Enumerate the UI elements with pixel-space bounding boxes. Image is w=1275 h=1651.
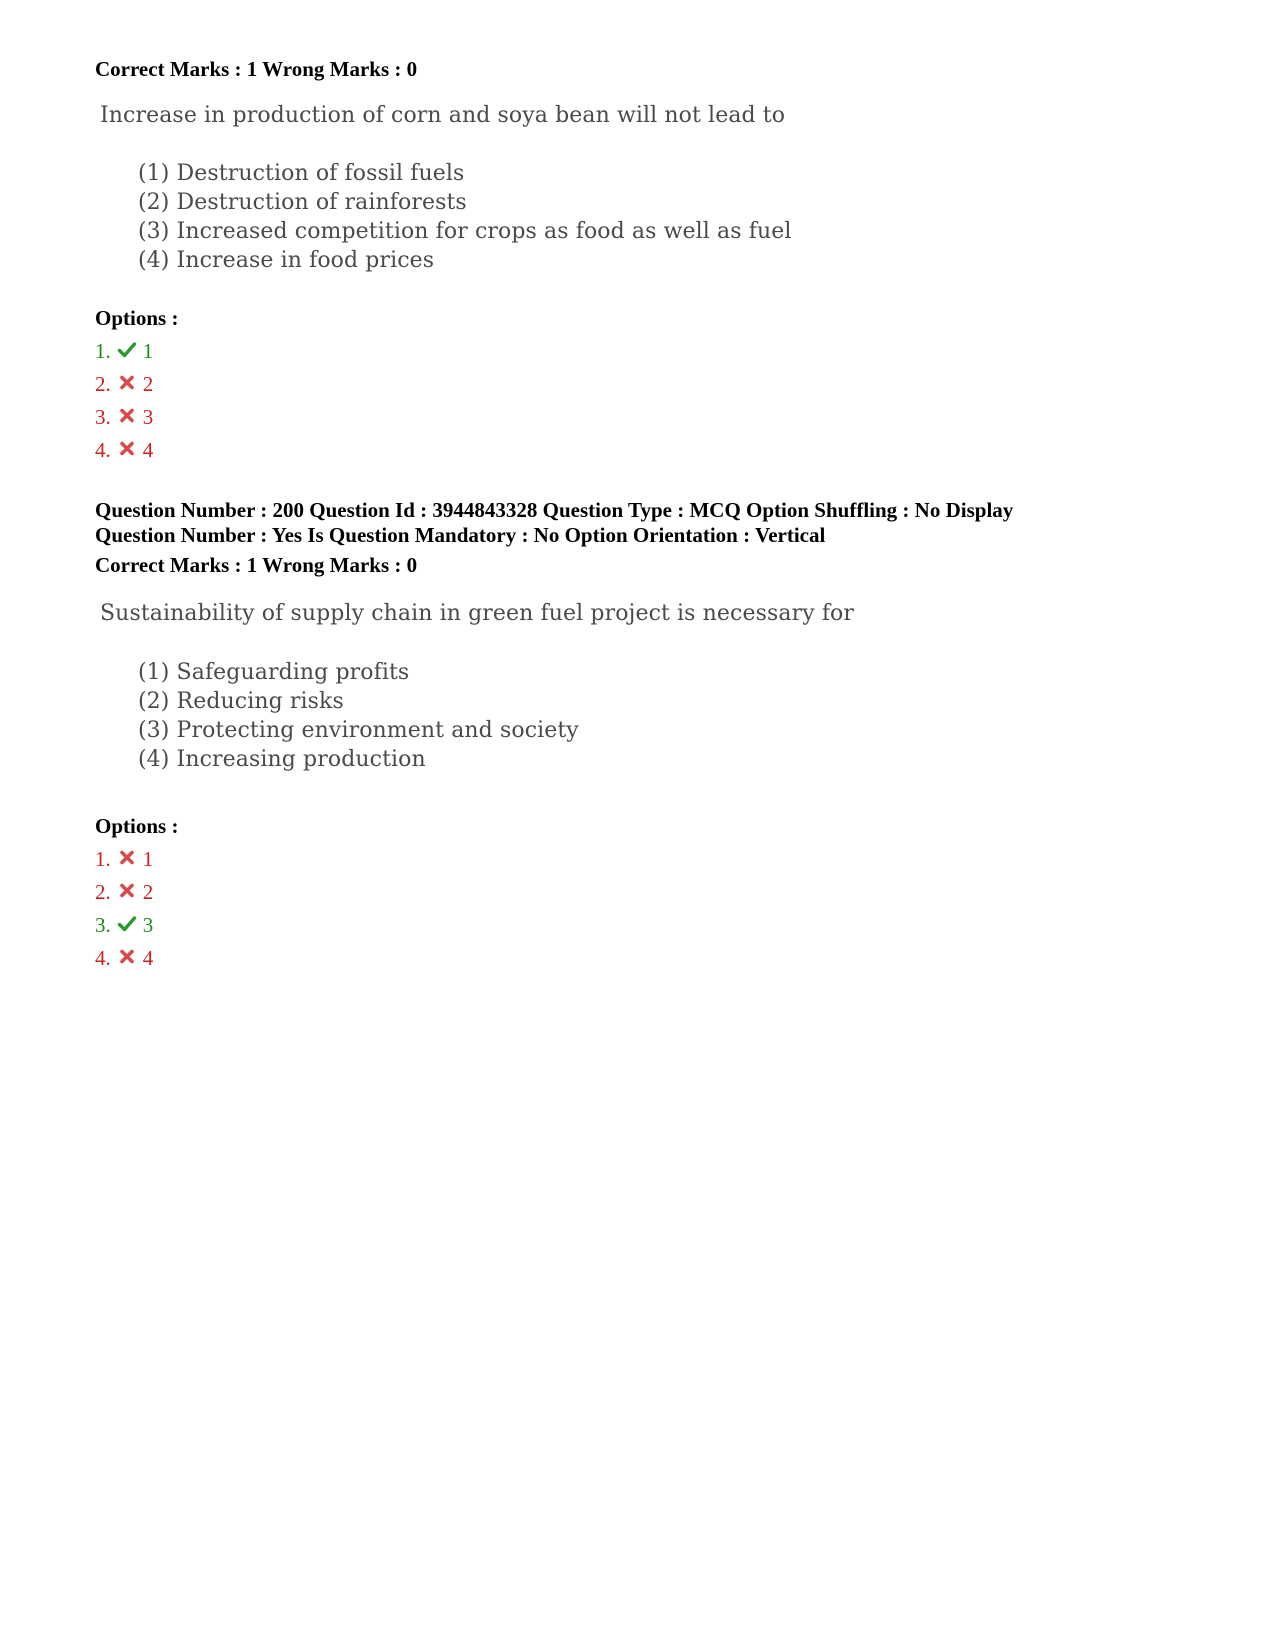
option-number: 4. <box>95 946 111 970</box>
option-value: 2 <box>142 880 154 904</box>
q200-option-1 <box>95 846 153 872</box>
option-value: 4 <box>142 946 154 970</box>
option-value: 3 <box>142 405 154 429</box>
q199-stem: Increase in production of corn and soya bean will not lead to <box>100 103 786 128</box>
option-number: 2. <box>95 880 111 904</box>
q199-choice-3: (3) Increased competition for crops as food as well as fuel <box>138 219 792 244</box>
option-number: 3. <box>95 913 111 937</box>
cross-icon <box>117 406 137 426</box>
q200-marks-line: Correct Marks : 1 Wrong Marks : 0 <box>95 553 418 577</box>
option-number: 3. <box>95 405 111 429</box>
q199-options-label: Options : <box>95 306 179 330</box>
q200-choice-2: (2) Reducing risks <box>138 689 344 714</box>
q200-header-line-2: Question Number : Yes Is Question Mandatory : No Option Orientation : Vertical <box>95 523 826 547</box>
q200-stem: Sustainability of supply chain in green fuel project is necessary for <box>100 601 855 626</box>
option-value: 3 <box>142 913 154 937</box>
q199-choice-2: (2) Destruction of rainforests <box>138 190 467 215</box>
cross-icon <box>117 881 137 901</box>
q199-choice-4: (4) Increase in food prices <box>138 248 435 273</box>
q200-option-4 <box>95 945 153 971</box>
q199-choice-1: (1) Destruction of fossil fuels <box>138 161 465 186</box>
check-icon <box>117 914 137 934</box>
cross-icon <box>117 848 137 868</box>
option-value: 2 <box>142 372 154 396</box>
q200-choice-3: (3) Protecting environment and society <box>138 718 579 743</box>
q200-choice-4: (4) Increasing production <box>138 747 426 772</box>
option-value: 1 <box>142 339 154 363</box>
option-number: 4. <box>95 438 111 462</box>
q200-option-3 <box>95 912 153 938</box>
q199-option-3 <box>95 404 153 430</box>
option-value: 4 <box>142 438 154 462</box>
cross-icon <box>117 373 137 393</box>
check-icon <box>117 340 137 360</box>
cross-icon <box>117 947 137 967</box>
option-number: 1. <box>95 339 111 363</box>
cross-icon <box>117 439 137 459</box>
q199-marks-line: Correct Marks : 1 Wrong Marks : 0 <box>95 57 418 81</box>
q199-option-4 <box>95 437 153 463</box>
q200-options-label: Options : <box>95 814 179 838</box>
q200-choice-1: (1) Safeguarding profits <box>138 660 410 685</box>
q199-option-2 <box>95 371 153 397</box>
option-value: 1 <box>142 847 154 871</box>
q200-option-2 <box>95 879 153 905</box>
option-number: 1. <box>95 847 111 871</box>
q200-header-line-1: Question Number : 200 Question Id : 3944843328 Question Type : MCQ Option Shuffling : No Display <box>95 498 1014 522</box>
q199-option-1 <box>95 338 153 364</box>
option-number: 2. <box>95 372 111 396</box>
